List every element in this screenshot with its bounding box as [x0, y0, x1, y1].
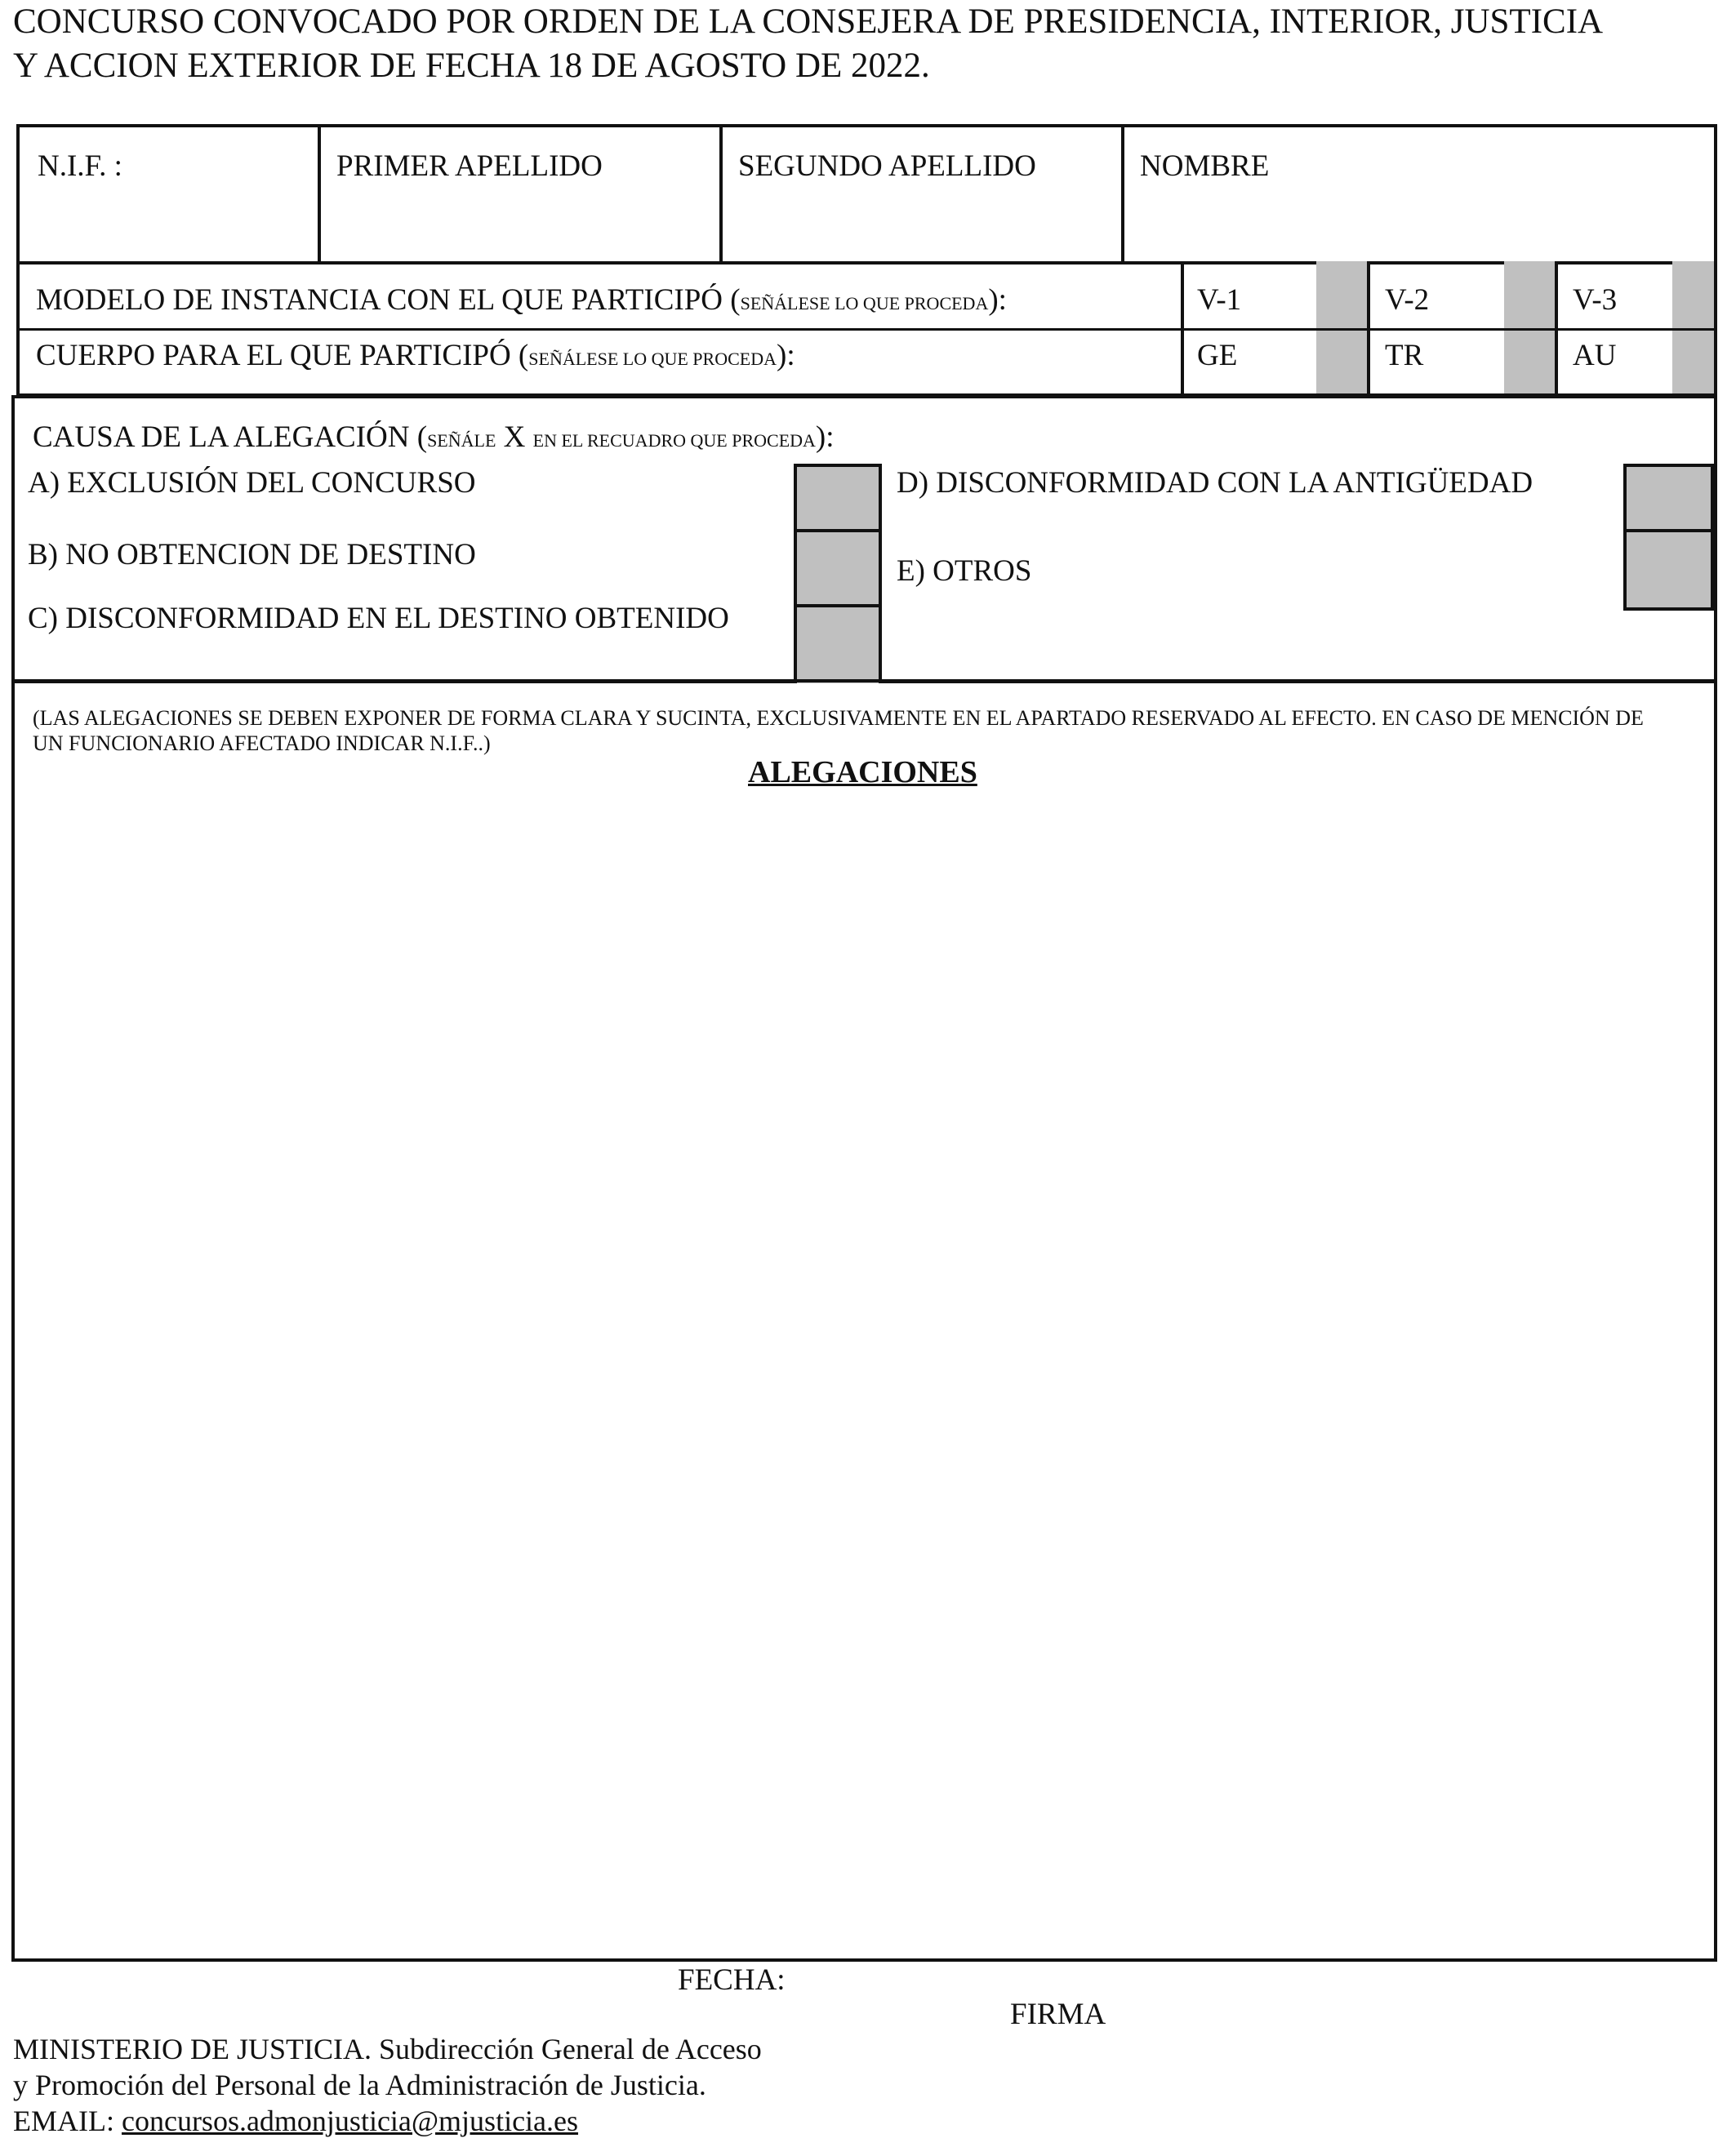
causa-option-b: B) NO OBTENCION DE DESTINO — [28, 538, 476, 571]
fecha-label: FECHA: — [678, 1963, 786, 1997]
option-ge-checkbox[interactable] — [1316, 331, 1367, 393]
causa-option-d: D) DISCONFORMIDAD CON LA ANTIGÜEDAD — [897, 466, 1533, 500]
causa-checkbox-c[interactable] — [794, 604, 882, 683]
footer-org-line-2: y Promoción del Personal de la Administración de Justicia. — [13, 2069, 706, 2101]
nombre-label: NOMBRE — [1140, 149, 1270, 183]
nif-label: N.I.F. : — [38, 149, 122, 183]
alegaciones-box — [11, 679, 1717, 1962]
causa-label: CAUSA DE LA ALEGACIÓN (SEÑÁLE X EN EL RECUADRO QUE PROCEDA): — [33, 420, 835, 454]
form-title — [13, 0, 1728, 88]
option-v1-checkbox[interactable] — [1316, 261, 1367, 328]
option-v3-label: V-3 — [1573, 283, 1618, 317]
modelo-label: MODELO DE INSTANCIA CON EL QUE PARTICIPÓ (SEÑÁLESE LO QUE PROCEDA): — [36, 283, 1007, 317]
option-ge-label: GE — [1197, 339, 1238, 372]
primer-apellido-label: PRIMER APELLIDO — [336, 149, 603, 183]
option-tr-checkbox[interactable] — [1504, 331, 1555, 393]
identity-box — [16, 124, 1717, 264]
causa-checkbox-e[interactable] — [1623, 529, 1714, 611]
alegaciones-heading: ALEGACIONES — [748, 755, 977, 789]
alegaciones-text-area[interactable] — [21, 805, 1707, 1952]
title-line-2: Y ACCION EXTERIOR DE FECHA 18 DE AGOSTO DE 2022. — [13, 47, 930, 85]
causa-box — [11, 395, 1717, 683]
option-v1-label: V-1 — [1197, 283, 1242, 317]
email-label: EMAIL: — [13, 2105, 122, 2137]
firma-label: FIRMA — [1010, 1998, 1106, 2031]
email-link[interactable]: concursos.admonjusticia@mjusticia.es — [121, 2105, 579, 2137]
footer-address — [13, 2031, 762, 2139]
alegaciones-note: (LAS ALEGACIONES SE DEBEN EXPONER DE FORMA CLARA Y SUCINTA, EXCLUSIVAMENTE EN EL APARTADO RESERVADO AL EFECTO. EN CASO DE MENCIÓN DE UN FUNCIONARIO AFECTADO INDICAR N.I.F..) — [33, 706, 1644, 755]
causa-option-c: C) DISCONFORMIDAD EN EL DESTINO OBTENIDO — [28, 602, 729, 635]
causa-option-e: E) OTROS — [897, 554, 1032, 588]
footer-org-line-1: MINISTERIO DE JUSTICIA. Subdirección General de Acceso — [13, 2033, 762, 2065]
cuerpo-label: CUERPO PARA EL QUE PARTICIPÓ (SEÑÁLESE LO QUE PROCEDA): — [36, 339, 795, 372]
option-v2-checkbox[interactable] — [1504, 261, 1555, 328]
causa-checkbox-d[interactable] — [1623, 464, 1714, 532]
option-v3-checkbox[interactable] — [1672, 261, 1714, 328]
primer-apellido-field[interactable] — [323, 193, 714, 258]
nif-field[interactable] — [24, 193, 312, 258]
option-v2-label: V-2 — [1385, 283, 1430, 317]
segundo-apellido-label: SEGUNDO APELLIDO — [738, 149, 1036, 183]
option-tr-label: TR — [1385, 339, 1424, 372]
option-au-checkbox[interactable] — [1672, 331, 1714, 393]
participation-box — [16, 261, 1717, 397]
title-line-1: CONCURSO CONVOCADO POR ORDEN DE LA CONSEJERA DE PRESIDENCIA, INTERIOR, JUSTICIA — [13, 2, 1604, 41]
option-au-label: AU — [1573, 339, 1617, 372]
nombre-field[interactable] — [1127, 193, 1713, 258]
segundo-apellido-field[interactable] — [725, 193, 1115, 258]
causa-checkbox-b[interactable] — [794, 529, 882, 607]
causa-option-a: A) EXCLUSIÓN DEL CONCURSO — [28, 466, 476, 500]
causa-checkbox-a[interactable] — [794, 464, 882, 532]
footer-email-line — [13, 2103, 762, 2139]
